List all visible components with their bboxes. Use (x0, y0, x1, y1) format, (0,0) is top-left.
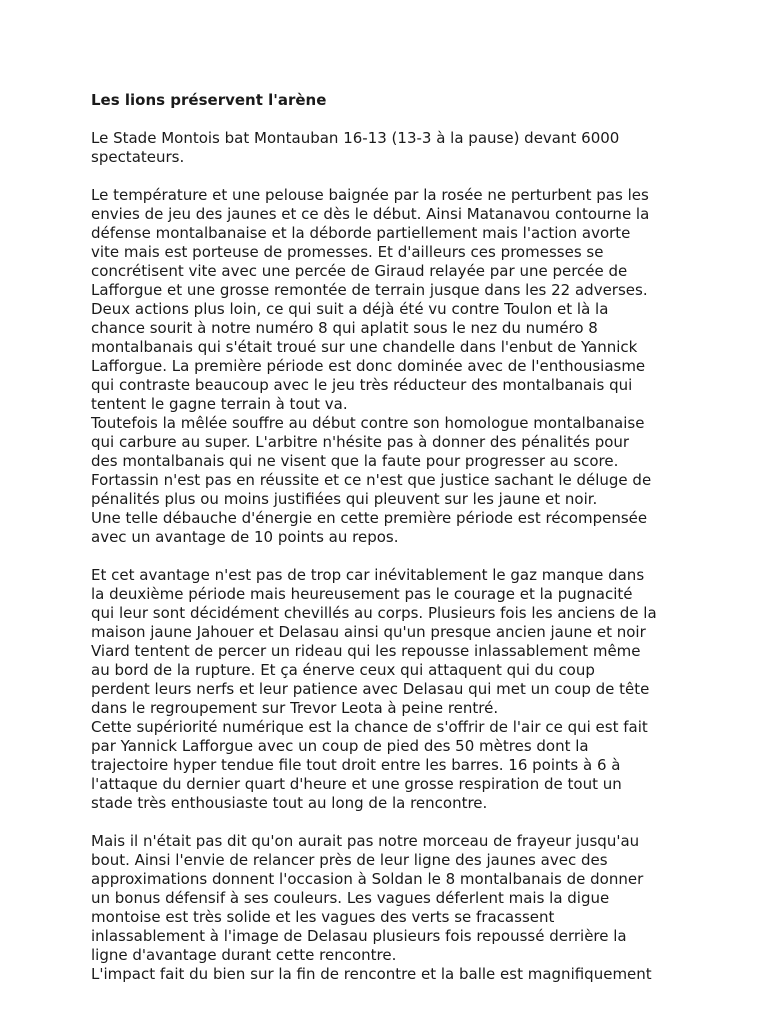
text-line: trajectoire hyper tendue file tout droit entre les barres. 16 points à 6 à (91, 756, 621, 774)
text-line: Et cet avantage n'est pas de trop car inévitablement le gaz manque dans (91, 566, 645, 584)
text-line: spectateurs. (91, 148, 185, 166)
text-line: dans le regroupement sur Trevor Leota à peine rentré. (91, 699, 499, 717)
text-line: Viard tentent de percer un rideau qui les repousse inlassablement même (91, 642, 641, 660)
text-line: Deux actions plus loin, ce qui suit a déjà été vu contre Toulon et là la (91, 300, 609, 318)
text-line: Lafforgue. La première période est donc dominée avec de l'enthousiasme (91, 357, 646, 375)
text-line: la deuxième période mais heureusement pas le courage et la pugnacité (91, 585, 633, 603)
text-line: concrétisent vite avec une percée de Giraud relayée par une percée de (91, 262, 628, 280)
text-line: L'impact fait du bien sur la fin de rencontre et la balle est magnifiquement (91, 965, 652, 983)
text-line: qui carbure au super. L'arbitre n'hésite pas à donner des pénalités pour (91, 433, 630, 451)
text-line: pénalités plus ou moins justifiées qui pleuvent sur les jaune et noir. (91, 490, 598, 508)
text-line: envies de jeu des jaunes et ce dès le début. Ainsi Matanavou contourne la (91, 205, 650, 223)
text-line: Toutefois la mêlée souffre au début contre son homologue montalbanaise (91, 414, 645, 432)
text-line: vite mais est porteuse de promesses. Et d'ailleurs ces promesses se (91, 243, 604, 261)
text-line: chance sourit à notre numéro 8 qui aplatit sous le nez du numéro 8 (91, 319, 598, 337)
text-line: qui leur sont décidément chevillés au corps. Plusieurs fois les anciens de la (91, 604, 657, 622)
text-line: défense montalbanaise et la déborde partiellement mais l'action avorte (91, 224, 631, 242)
text-line: tentent le gagne terrain à tout va. (91, 395, 348, 413)
text-line: montoise est très solide et les vagues des verts se fracassent (91, 908, 555, 926)
text-line: des montalbanais qui ne visent que la faute pour progresser au score. (91, 452, 619, 470)
text-line: qui contraste beaucoup avec le jeu très réducteur des montalbanais qui (91, 376, 633, 394)
paragraph-1 (91, 186, 691, 547)
text-line: ligne d'avantage durant cette rencontre. (91, 946, 397, 964)
text-line: Une telle débauche d'énergie en cette première période est récompensée (91, 509, 648, 527)
text-line: bout. Ainsi l'envie de relancer près de leur ligne des jaunes avec des (91, 851, 608, 869)
text-line: montalbanais qui s'était troué sur une chandelle dans l'enbut de Yannick (91, 338, 638, 356)
text-line: au bord de la rupture. Et ça énerve ceux qui attaquent qui du coup (91, 661, 595, 679)
paragraph-3 (91, 832, 691, 984)
text-line: Le Stade Montois bat Montauban 16-13 (13-3 à la pause) devant 6000 (91, 129, 620, 147)
text-line: stade très enthousiaste tout au long de la rencontre. (91, 794, 488, 812)
text-line: inlassablement à l'image de Delasau plusieurs fois repoussé derrière la (91, 927, 627, 945)
text-line: un bonus défensif à ses couleurs. Les vagues déferlent mais la digue (91, 889, 610, 907)
article (91, 91, 691, 1003)
text-line: avec un avantage de 10 points au repos. (91, 528, 399, 546)
text-line: Cette supériorité numérique est la chance de s'offrir de l'air ce qui est fait (91, 718, 648, 736)
text-line: Le température et une pelouse baignée par la rosée ne perturbent pas les (91, 186, 649, 204)
article-subtitle (91, 129, 691, 167)
paragraph-2 (91, 566, 691, 813)
text-line: Lafforgue et une grosse remontée de terrain jusque dans les 22 adverses. (91, 281, 648, 299)
text-line: maison jaune Jahouer et Delasau ainsi qu'un presque ancien jaune et noir (91, 623, 646, 641)
text-line: Mais il n'était pas dit qu'on aurait pas notre morceau de frayeur jusqu'au (91, 832, 640, 850)
text-line: par Yannick Lafforgue avec un coup de pied des 50 mètres dont la (91, 737, 589, 755)
text-line: Fortassin n'est pas en réussite et ce n'est que justice sachant le déluge de (91, 471, 652, 489)
article-title: Les lions préservent l'arène (91, 91, 327, 109)
text-line: approximations donnent l'occasion à Soldan le 8 montalbanais de donner (91, 870, 644, 888)
text-line: perdent leurs nerfs et leur patience avec Delasau qui met un coup de tête (91, 680, 650, 698)
text-line: l'attaque du dernier quart d'heure et une grosse respiration de tout un (91, 775, 622, 793)
